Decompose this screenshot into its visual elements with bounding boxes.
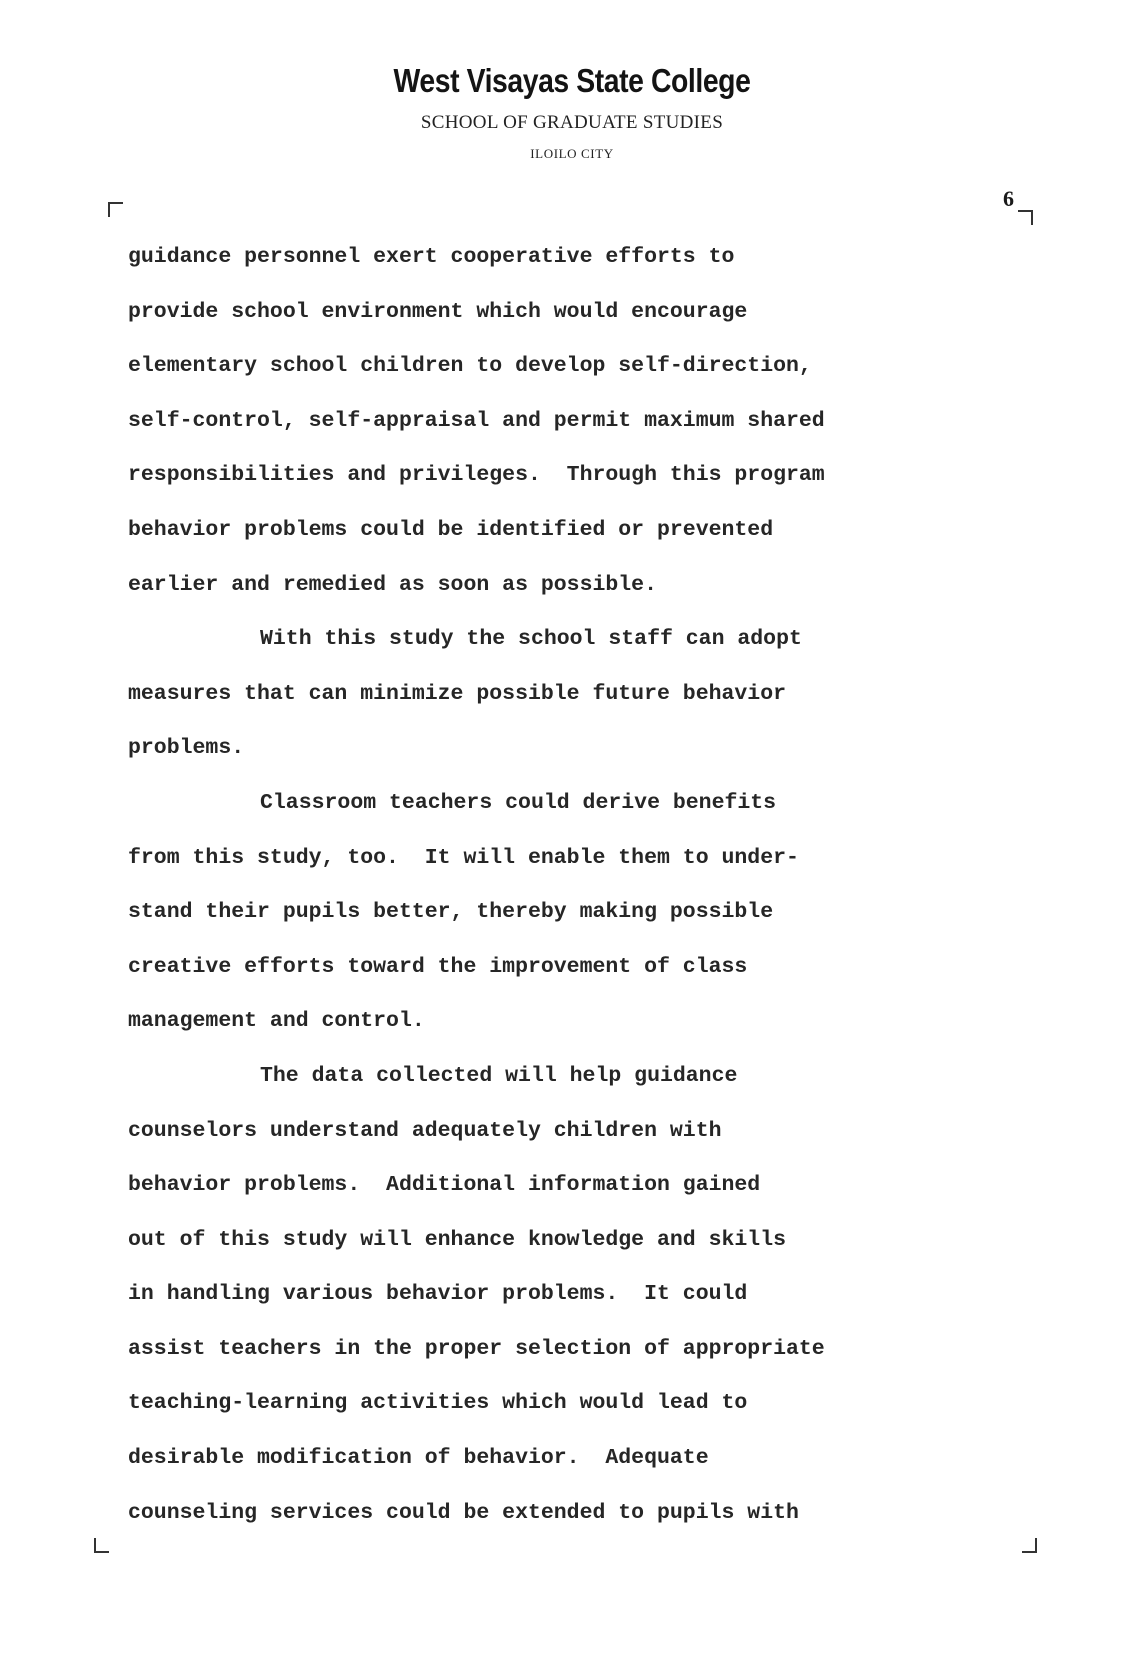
- text-line: provide school environment which would encourage: [128, 299, 748, 324]
- text-line: elementary school children to develop self-direction,: [128, 354, 812, 379]
- crop-mark-bottom-left: [94, 1538, 109, 1553]
- text-line: management and control.: [128, 1009, 425, 1034]
- text-line: in handling various behavior problems. It could: [128, 1282, 748, 1307]
- text-line: stand their pupils better, thereby making possible: [128, 900, 774, 925]
- text-line: counseling services could be extended to pupils with: [128, 1500, 799, 1525]
- text-line: behavior problems. Additional information gained: [128, 1173, 761, 1198]
- text-line: measures that can minimize possible future behavior: [128, 681, 787, 706]
- text-line: creative efforts toward the improvement of class: [128, 954, 748, 979]
- text-line: counselors understand adequately children with: [128, 1118, 722, 1143]
- text-line: from this study, too. It will enable them to under-: [128, 845, 799, 870]
- body-text: [128, 230, 1028, 1540]
- crop-mark-bottom-right: [1022, 1538, 1037, 1553]
- institution-title: West Visayas State College: [393, 62, 751, 99]
- paragraph-start-line: Classroom teachers could derive benefits: [260, 790, 777, 815]
- crop-mark-top-left: [108, 202, 123, 217]
- text-line: problems.: [128, 736, 245, 761]
- text-line: responsibilities and privileges. Through this program: [128, 463, 825, 488]
- school-subtitle: SCHOOL OF GRADUATE STUDIES: [420, 112, 724, 133]
- text-line: teaching-learning activities which would lead to: [128, 1391, 748, 1416]
- crop-mark-top-right: [1018, 210, 1033, 225]
- text-line: earlier and remedied as soon as possible.: [128, 572, 657, 597]
- text-line: desirable modification of behavior. Adequate: [128, 1446, 709, 1471]
- paragraph-start-line: With this study the school staff can adopt: [260, 627, 802, 652]
- paragraph-start-line: The data collected will help guidance: [260, 1063, 738, 1088]
- text-line: out of this study will enhance knowledge and skills: [128, 1227, 787, 1252]
- text-line: guidance personnel exert cooperative efforts to: [128, 245, 735, 269]
- page-number: 6: [1003, 186, 1014, 211]
- text-line: assist teachers in the proper selection of appropriate: [128, 1336, 825, 1361]
- text-line: behavior problems could be identified or prevented: [128, 517, 774, 542]
- city-subtitle: ILOILO CITY: [530, 146, 614, 161]
- text-line: self-control, self-appraisal and permit maximum shared: [128, 408, 825, 433]
